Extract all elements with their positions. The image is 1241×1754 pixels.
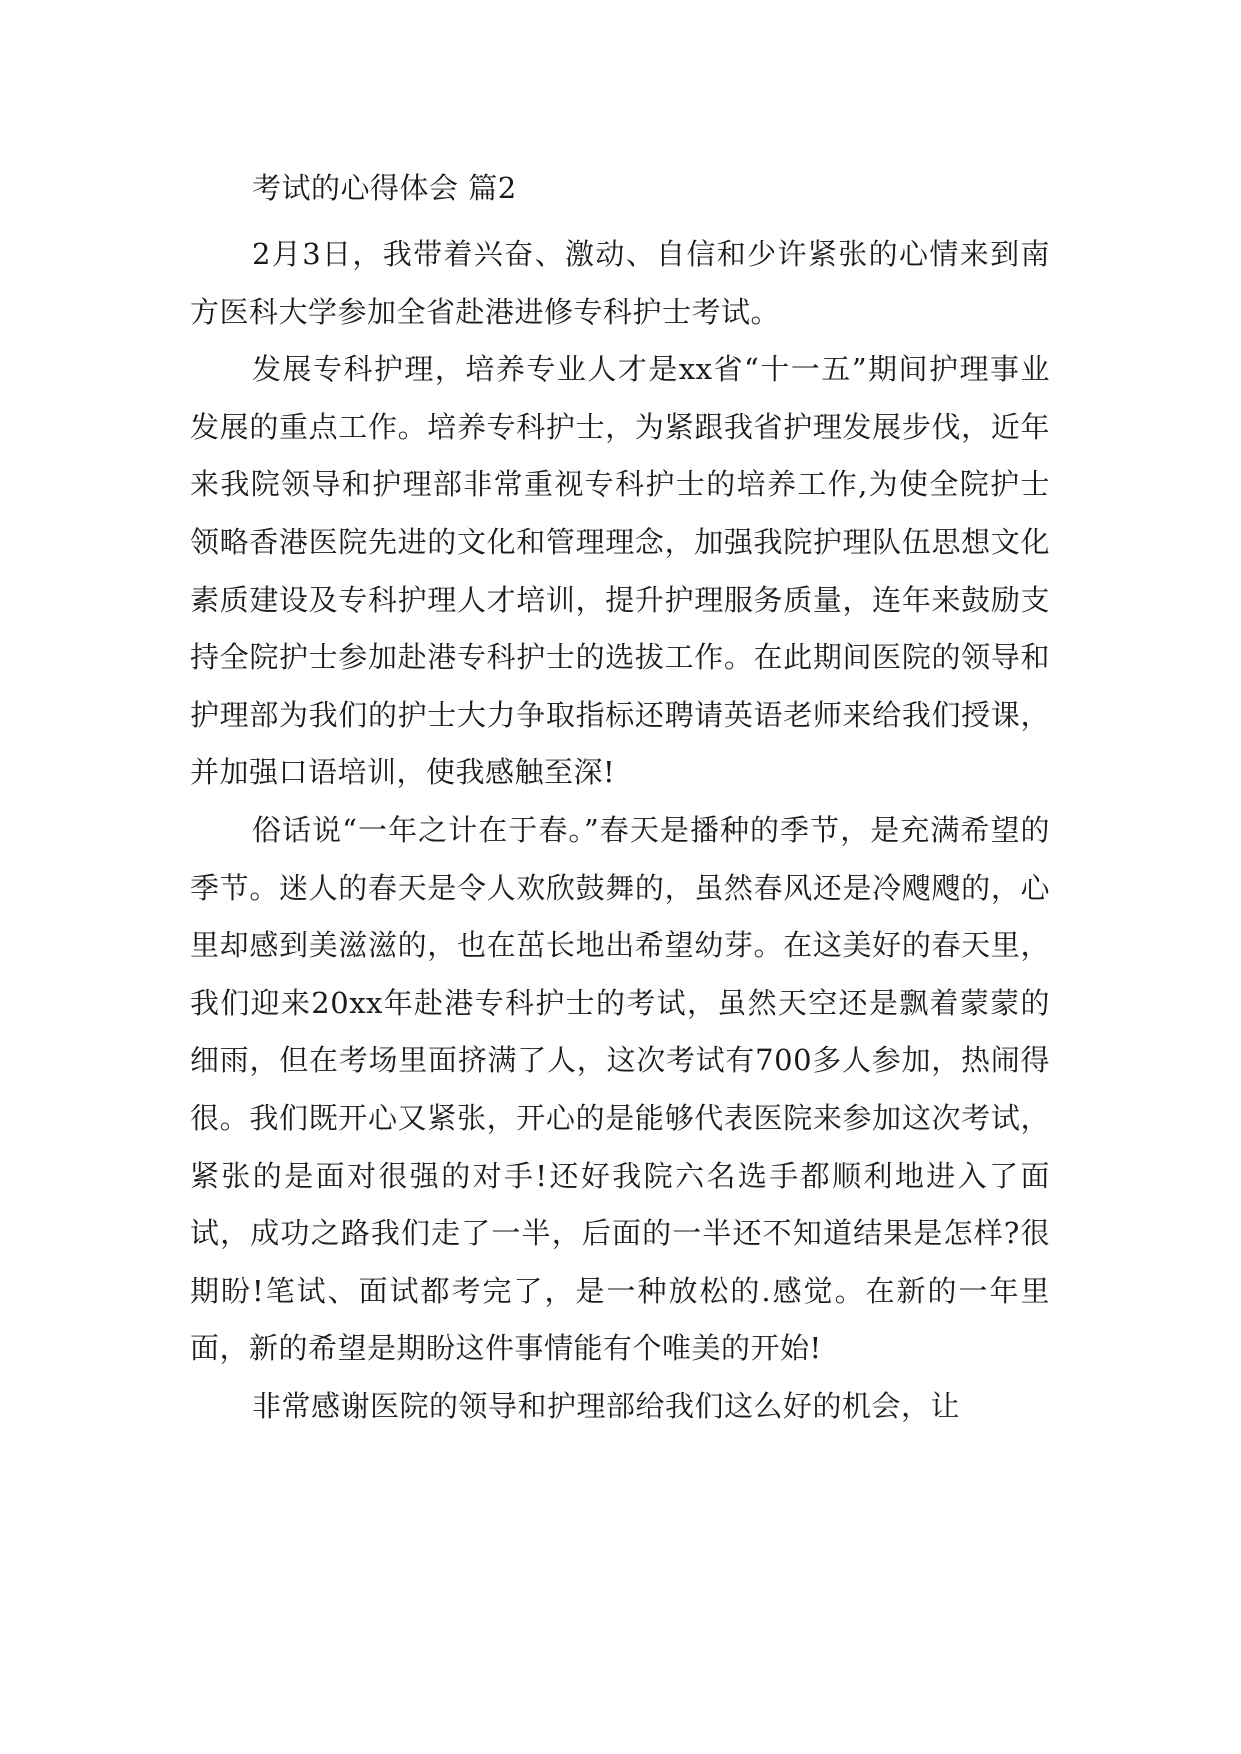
document-title: 考试的心得体会 篇2 bbox=[252, 171, 517, 205]
paragraph-2: 发展专科护理，培养专业人才是xx省“十一五”期间护理事业发展的重点工作。培养专科护士，为紧跟我省护理发展步伐，近年来我院领导和护理部非常重视专科护士的培养工作,为使全院护士领略香港医院先进的文化和管理理念，加强我院护理队伍思想文化素质建设及专科护理人才培训，提升护理服务质量，连年来鼓励支持全院护士参加赴港专科护士的选拔工作。在此期间医院的领导和护理部为我们的护士大力争取指标还聘请英语老师来给我们授课，并加强口语培训，使我感触至深! bbox=[190, 352, 1050, 790]
paragraph-4: 非常感谢医院的领导和护理部给我们这么好的机会，让 bbox=[252, 1388, 961, 1423]
document-body bbox=[190, 164, 1050, 1435]
paragraph-3: 俗话说“一年之计在于春。”春天是播种的季节，是充满希望的季节。迷人的春天是令人欢欣鼓舞的，虽然春风还是冷飕飕的，心里却感到美滋滋的，也在茁长地出希望幼芽。在这美好的春天里，我们迎来20xx年赴港专科护士的考试，虽然天空还是飘着蒙蒙的细雨，但在考场里面挤满了人，这次考试有700多人参加，热闹得很。我们既开心又紧张，开心的是能够代表医院来参加这次考试，紧张的是面对很强的对手!还好我院六名选手都顺利地进入了面试，成功之路我们走了一半，后面的一半还不知道结果是怎样?很期盼!笔试、面试都考完了，是一种放松的.感觉。在新的一年里面，新的希望是期盼这件事情能有个唯美的开始! bbox=[190, 812, 1050, 1366]
paragraph-1: 2月3日，我带着兴奋、激动、自信和少许紧张的心情来到南方医科大学参加全省赴港进修专科护士考试。 bbox=[190, 237, 1050, 329]
